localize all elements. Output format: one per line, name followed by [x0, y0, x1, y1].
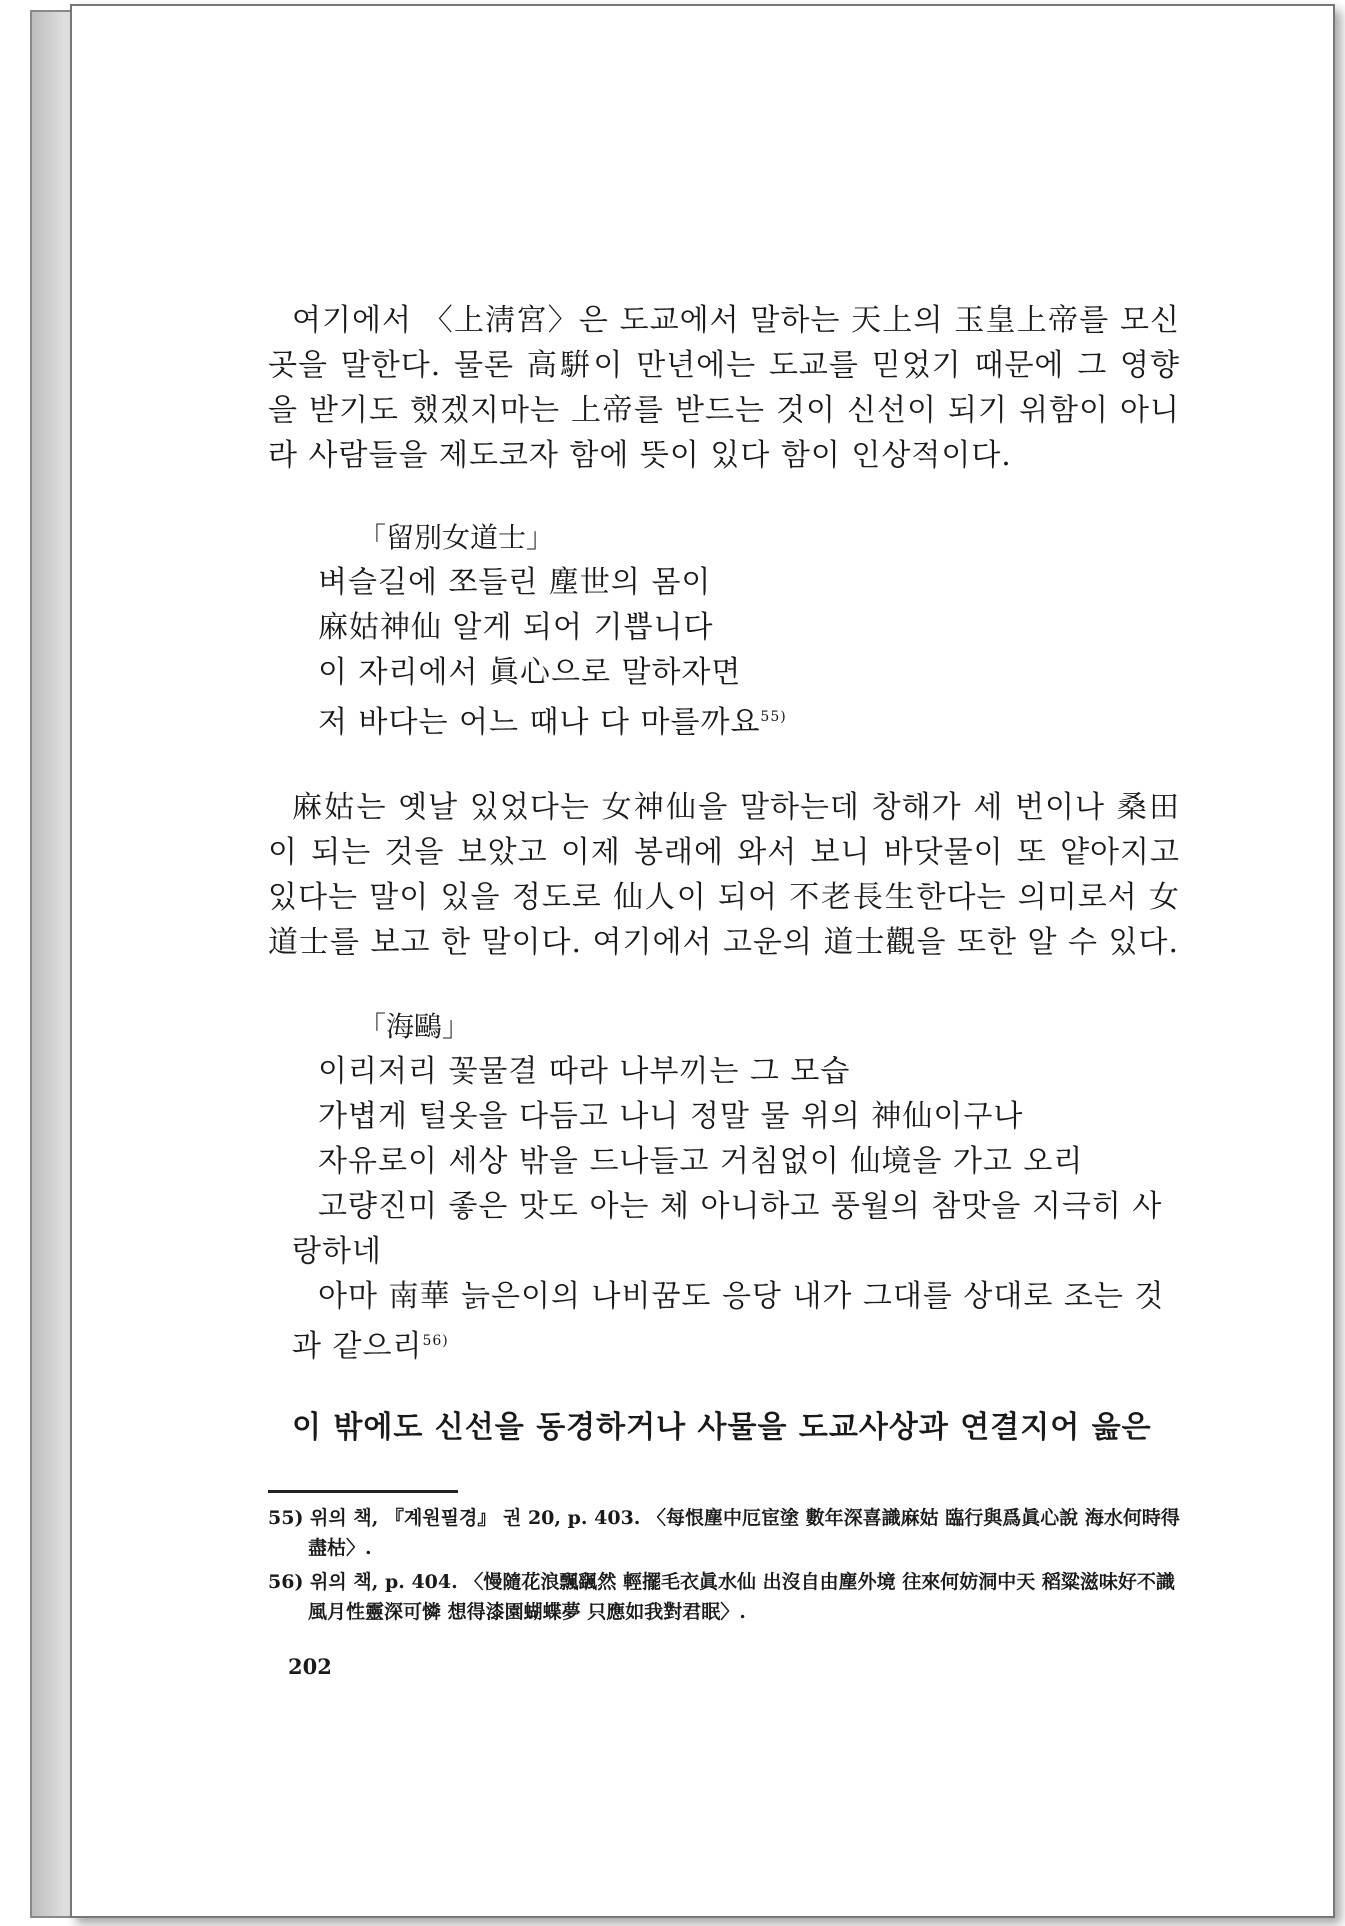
poem-line: 자유로이 세상 밖을 드나들고 거침없이 仙境을 가고 오리	[318, 1144, 1084, 1179]
poem-line	[268, 1274, 1180, 1369]
footnotes	[268, 1490, 1180, 1627]
poem-title: 「海鷗」	[358, 1010, 471, 1043]
poem-line: 벼슬길에 쪼들린 塵世의 몸이	[318, 565, 712, 600]
poem-line: 가볍게 털옷을 다듬고 나니 정말 물 위의 神仙이구나	[318, 1099, 1024, 1134]
footnote-56: 56) 위의 책, p. 404. 〈慢隨花浪飄颻然 輕擺毛衣眞水仙 出沒自由塵外境 往來何妨洞中天 稻粱滋味好不識 風月性靈深可憐 想得漆園蝴蝶夢 只應如我對君眠〉.	[268, 1571, 1175, 1623]
paragraph-2: 麻姑는 옛날 있었다는 女神仙을 말하는데 창해가 세 번이나 桑田이 되는 것을 보았고 이제 봉래에 와서 보니 바닷물이 또 얕아지고 있다는 말이 있을 정도로 仙人이 되어 不老長生한다는 의미로서 女道士를 보고 한 말이다. 여기에서 고운의 道士觀을 또한 알 수 있다.	[268, 790, 1180, 960]
page-number: 202	[288, 1654, 332, 1679]
poem-line: 이 자리에서 眞心으로 말하자면	[318, 655, 742, 690]
page-content	[268, 298, 1180, 1627]
paragraph-3: 이 밖에도 신선을 동경하거나 사물을 도교사상과 연결지어 읊은	[292, 1410, 1152, 1445]
poem-line: 고량진미 좋은 맛도 아는 체 아니하고 풍월의 참맛을 지극히 사랑하네	[292, 1189, 1163, 1269]
poem-line: 麻姑神仙 알게 되어 기쁩니다	[318, 610, 714, 645]
poem-line-text: 아마 南華 늙은이의 나비꿈도 응당 내가 그대를 상대로 조는 것과 같으리	[292, 1279, 1165, 1364]
book-spine	[30, 10, 74, 1918]
footnote-ref: 56)	[422, 1333, 449, 1349]
poem-farewell-female-taoist	[268, 516, 1180, 745]
paragraph-1: 여기에서 〈上淸宮〉은 도교에서 말하는 天上의 玉皇上帝를 모신 곳을 말한다. 물론 高騈이 만년에는 도교를 믿었기 때문에 그 영향을 받기도 했겠지마는 上帝를 받드는 것이 신선이 되기 위함이 아니라 사람들을 제도코자 함에 뜻이 있다 함이 인상적이다.	[268, 303, 1180, 473]
poem-seagull	[268, 1005, 1180, 1369]
footnote-55: 55) 위의 책, 『계원필경』 권 20, p. 403. 〈每恨塵中厄宦塗 數年深喜識麻姑 臨行與爲眞心說 海水何時得盡枯〉.	[268, 1507, 1180, 1559]
footnote-rule	[268, 1490, 458, 1493]
poem-line-text: 저 바다는 어느 때나 다 마를까요	[318, 705, 761, 740]
poem-line	[268, 695, 1180, 745]
footnote-ref: 55)	[760, 709, 787, 725]
poem-line: 이리저리 꽃물결 따라 나부끼는 그 모습	[318, 1054, 851, 1089]
poem-title: 「留別女道士」	[358, 521, 555, 554]
